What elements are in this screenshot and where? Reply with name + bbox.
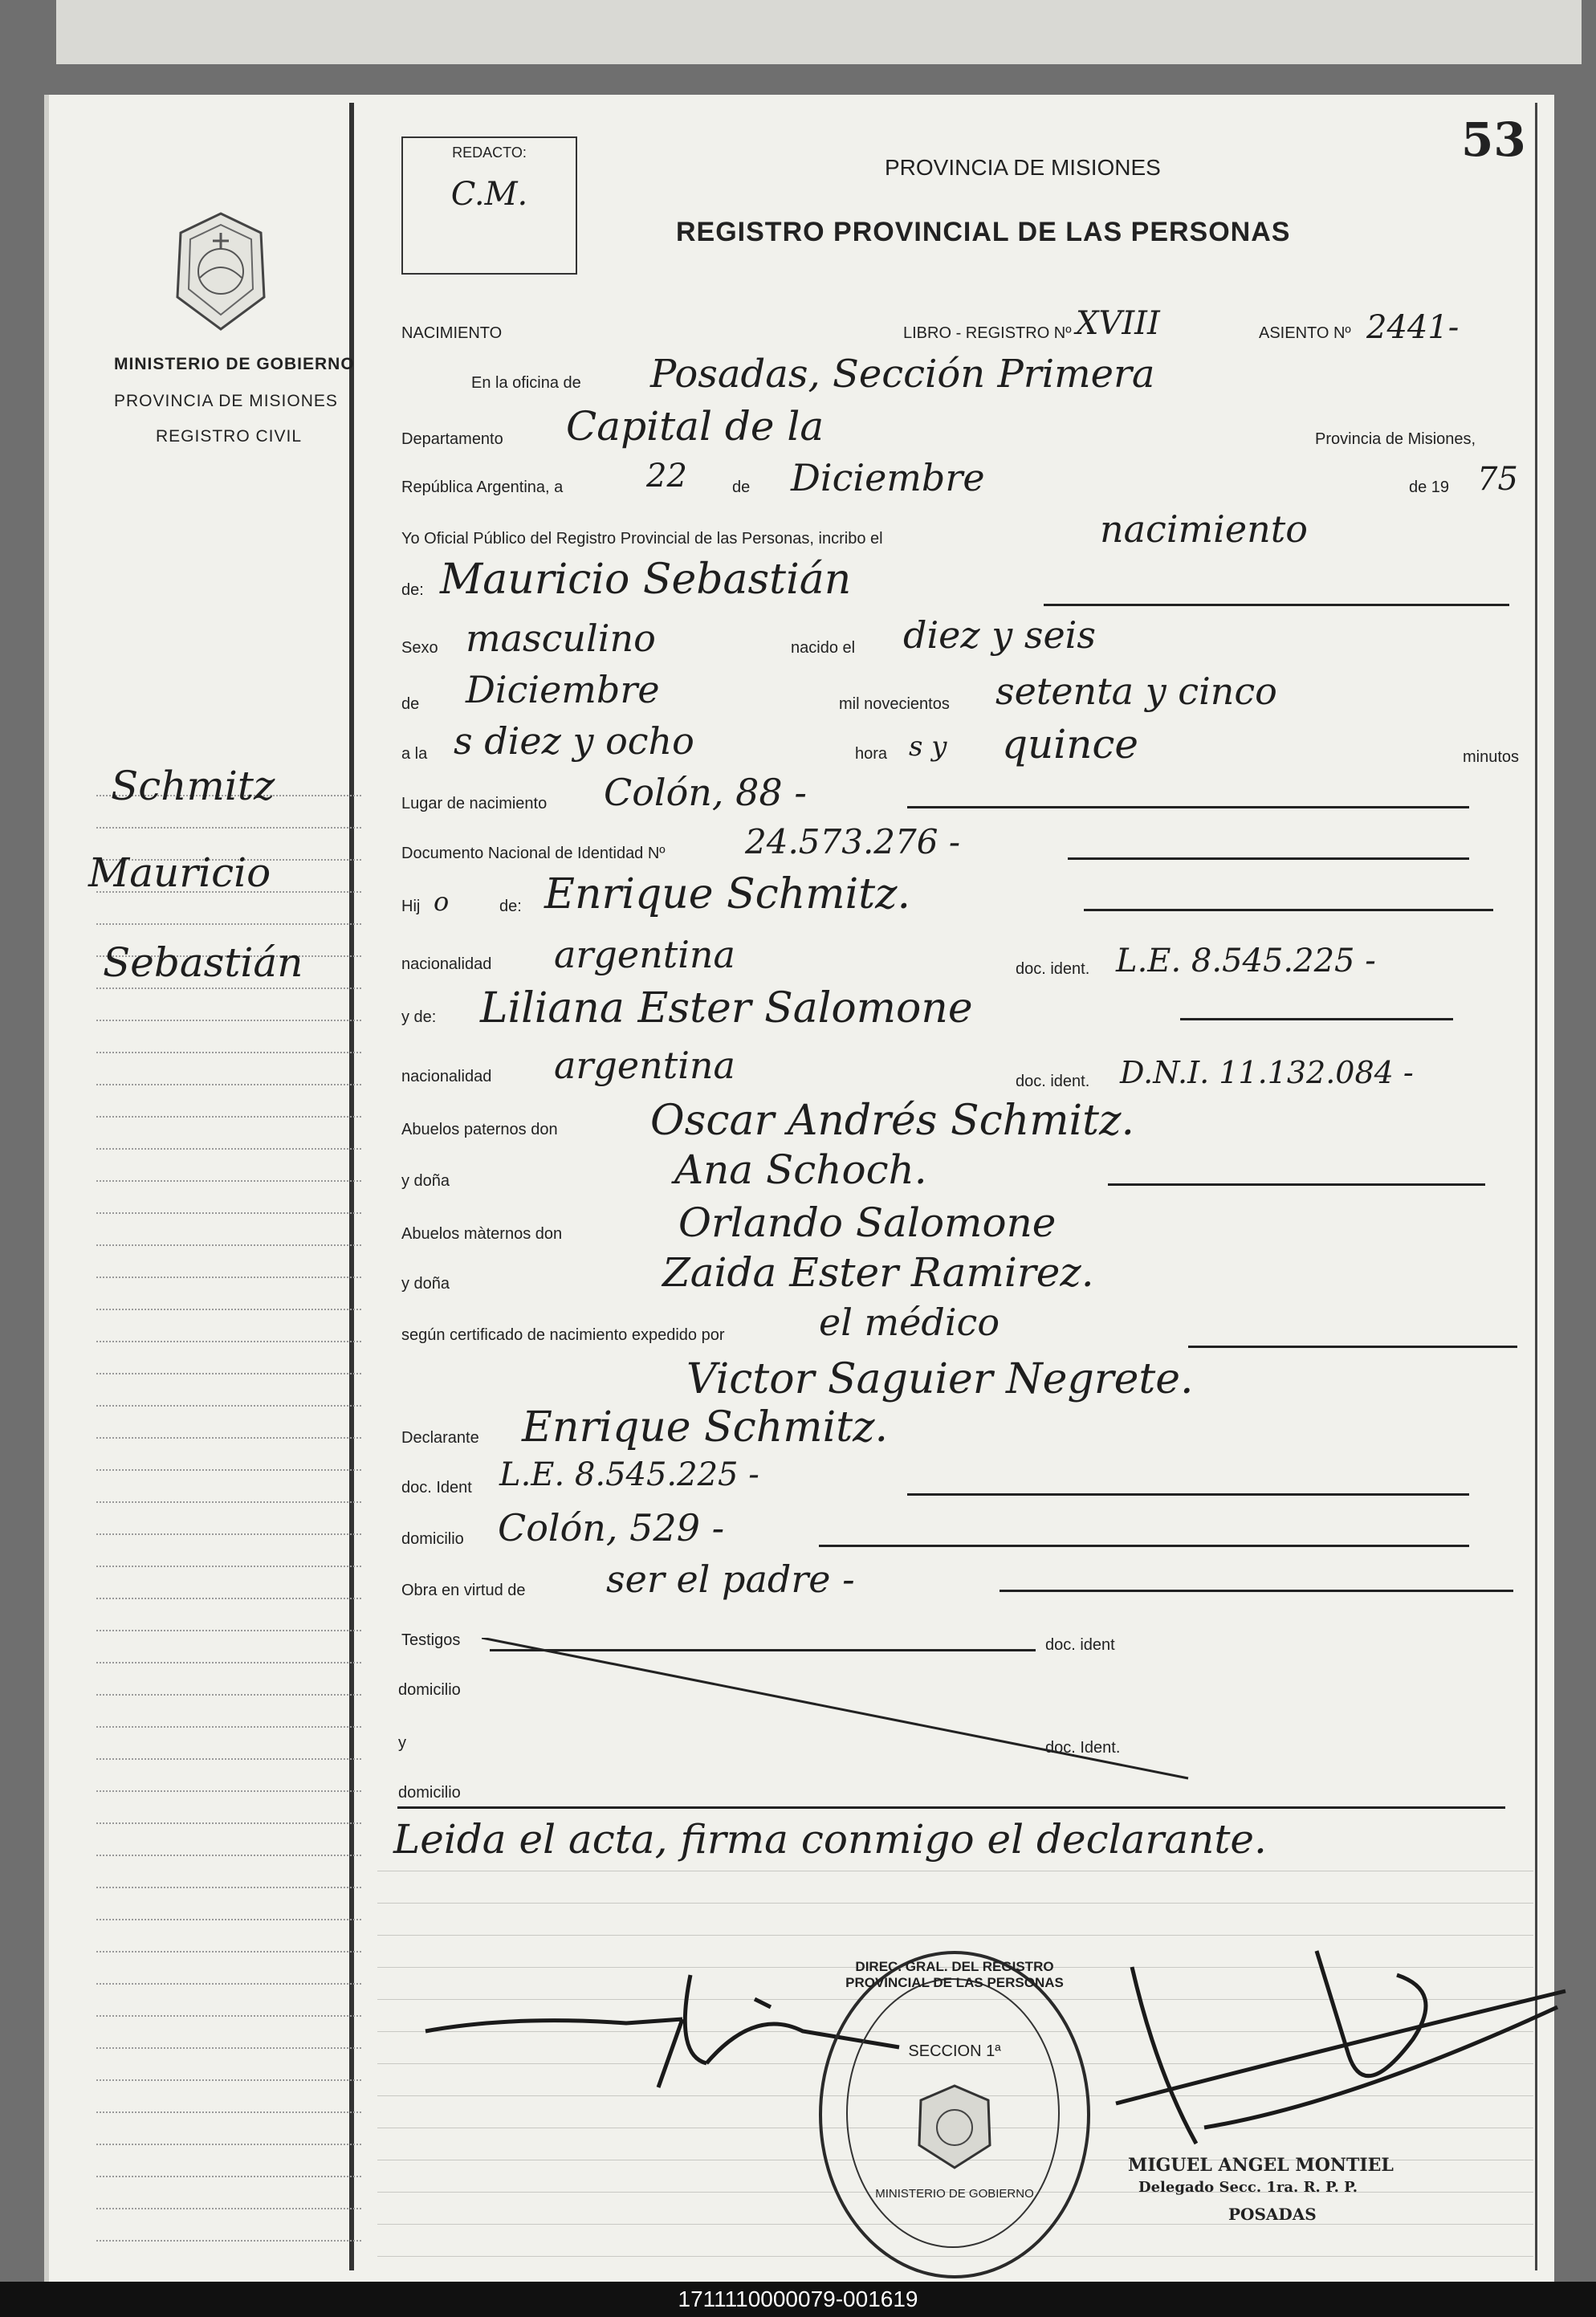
- archive-id: 1711110000079-001619: [0, 2282, 1596, 2317]
- madre-doc-label: doc. ident.: [1016, 1073, 1090, 1090]
- mes-value: Diciembre: [466, 668, 660, 711]
- margin-dotted-line: [96, 1822, 361, 1824]
- minutos-label: minutos: [1463, 748, 1520, 766]
- dni-value: 24.573.276 -: [745, 822, 961, 861]
- declarante-value: Enrique Schmitz.: [522, 1403, 889, 1452]
- margin-dotted-line: [96, 1244, 361, 1246]
- oficial-value: nacimiento: [1100, 507, 1308, 551]
- padre-doc-label: doc. ident.: [1016, 960, 1090, 978]
- hijo-label: Hij: [401, 898, 421, 915]
- minutos-value: quince: [1002, 721, 1138, 768]
- asiento-label: ASIENTO Nº: [1259, 324, 1351, 342]
- margin-dotted-line: [96, 1437, 361, 1439]
- margin-dotted-line: [96, 1180, 361, 1182]
- redacto-box: [401, 136, 577, 275]
- margin-dotted-line: [96, 1887, 361, 1888]
- margin-dotted-line: [96, 1566, 361, 1567]
- medico-value: Victor Saguier Negrete.: [686, 1355, 1194, 1403]
- margin-dotted-line: [96, 1212, 361, 1214]
- margin-name2: Sebastián: [103, 939, 303, 986]
- stamp-crest-icon: [914, 2083, 995, 2171]
- oficina-label: En la oficina de: [471, 374, 581, 392]
- officer-signature: [1108, 1943, 1574, 2152]
- abuela-pat-fill-line: [1108, 1183, 1485, 1186]
- anio-label: de 19: [1409, 478, 1450, 496]
- margin-dotted-line: [96, 1373, 361, 1374]
- domicilio2-label: domicilio: [398, 1681, 461, 1699]
- hora-suffix: s y: [909, 731, 947, 763]
- fecha-mes: Diciembre: [791, 456, 985, 499]
- header-province: PROVINCIA DE MISIONES: [885, 155, 1161, 180]
- margin-dotted-line: [96, 1758, 361, 1760]
- departamento-label: Departamento: [401, 430, 503, 448]
- yde-label: y de:: [401, 1008, 437, 1026]
- margin-dotted-line: [96, 2176, 361, 2177]
- madre-nac-label: nacionalidad: [401, 1068, 492, 1085]
- margin-dotted-line: [96, 1598, 361, 1599]
- sexo-label: Sexo: [401, 639, 438, 657]
- margin-dotted-line: [96, 1790, 361, 1792]
- dni-label: Documento Nacional de Identidad Nº: [401, 845, 666, 862]
- declarante-doc: L.E. 8.545.225 -: [499, 1456, 759, 1493]
- margin-dotted-line: [96, 1084, 361, 1085]
- certificado-label: según certificado de nacimiento expedido por: [401, 1326, 725, 1344]
- margin-dotted-line: [96, 1309, 361, 1310]
- domicilio-fill-line: [819, 1545, 1469, 1547]
- margin-dotted-line: [96, 1630, 361, 1631]
- margin-dotted-line: [96, 2144, 361, 2145]
- nacimiento-label: NACIMIENTO: [401, 324, 503, 342]
- margin-dotted-line: [96, 1726, 361, 1728]
- margin-dotted-line: [96, 1533, 361, 1535]
- domicilio-value: Colón, 529 -: [498, 1506, 725, 1549]
- margin-dotted-line: [96, 1405, 361, 1407]
- de2-label: de:: [401, 581, 424, 599]
- mil-label: mil novecientos: [839, 695, 950, 713]
- lugar-fill-line: [907, 806, 1469, 808]
- obra-label: Obra en virtud de: [401, 1582, 526, 1599]
- nacido-value: diez y seis: [903, 613, 1096, 657]
- ministry-label: MINISTERIO DE GOBIERNO: [114, 355, 355, 373]
- domicilio3-label: domicilio: [398, 1784, 461, 1802]
- margin-rule: [349, 103, 354, 2270]
- margin-surname: Schmitz: [111, 763, 275, 809]
- testigos-label: Testigos: [401, 1631, 461, 1649]
- cancellation-line: [482, 1638, 1204, 1782]
- ruled-line: [377, 1935, 1533, 1936]
- abuelos-mat-label: Abuelos màternos don: [401, 1225, 563, 1243]
- padre-doc: L.E. 8.545.225 -: [1116, 943, 1376, 979]
- obra-fill-line: [1000, 1590, 1513, 1592]
- declarante-label: Declarante: [401, 1429, 479, 1447]
- libro-value: XVIII: [1076, 305, 1160, 342]
- hora-value: s diez y ocho: [454, 719, 694, 763]
- docident2-label: doc. ident: [1045, 1636, 1115, 1654]
- margin-dotted-line: [96, 1662, 361, 1663]
- de3-label: de: [401, 695, 420, 713]
- margin-dotted-line: [96, 1694, 361, 1696]
- de-label: de: [732, 478, 751, 496]
- margin-dotted-line: [96, 1501, 361, 1503]
- margin-dotted-line: [96, 1052, 361, 1053]
- margin-dotted-line: [96, 2111, 361, 2113]
- stamp-ring-text: DIREC. GRAL. DEL REGISTRO PROVINCIAL DE LAS PERSONAS: [845, 1959, 1064, 1990]
- hijo-de: de:: [499, 898, 522, 915]
- registry-stamp: [819, 1951, 1090, 2278]
- margin-dotted-line: [96, 1341, 361, 1342]
- ruled-line: [377, 1903, 1533, 1904]
- margin-dotted-line: [96, 2208, 361, 2209]
- fecha-dia: 22: [646, 458, 687, 495]
- stamp-inner-text: SECCION 1ª: [908, 2042, 1001, 2060]
- nombre-value: Mauricio Sebastián: [440, 556, 852, 604]
- margin-dotted-line: [96, 1983, 361, 1985]
- next-page-edge: [56, 0, 1582, 64]
- republica-label: República Argentina, a: [401, 478, 564, 496]
- oficial-label: Yo Oficial Público del Registro Provincial de las Personas, incribo el: [401, 530, 883, 548]
- docident3-label: doc. Ident.: [1045, 1739, 1121, 1757]
- padre-value: Enrique Schmitz.: [544, 870, 911, 918]
- abuela-pat: Ana Schoch.: [674, 1146, 927, 1193]
- margin-dotted-line: [96, 1951, 361, 1953]
- domicilio3-fill-line: [397, 1806, 1505, 1809]
- oficina-value: Posadas, Sección Primera: [650, 352, 1155, 397]
- madre-doc: D.N.I. 11.132.084 -: [1120, 1055, 1414, 1090]
- margin-dotted-line: [96, 1116, 361, 1118]
- margin-dotted-line: [96, 987, 361, 989]
- margin-name1: Mauricio: [88, 849, 271, 896]
- margin-dotted-line: [96, 923, 361, 925]
- redacto-label: REDACTO:: [452, 145, 527, 161]
- hora-label: hora: [855, 745, 888, 763]
- ministry-province: PROVINCIA DE MISIONES: [114, 392, 338, 410]
- nombre-fill-line: [1044, 604, 1509, 606]
- page-number: 53: [1461, 112, 1526, 167]
- dni-fill-line: [1068, 857, 1469, 860]
- officer-role: Delegado Secc. 1ra. R. P. P.: [1138, 2179, 1358, 2196]
- certificado-value: el médico: [819, 1301, 1000, 1344]
- hijo-suffix: o: [434, 886, 450, 917]
- sexo-value: masculino: [466, 617, 656, 660]
- margin-dotted-line: [96, 2240, 361, 2242]
- padre-nac: argentina: [554, 933, 735, 976]
- madre-fill-line: [1180, 1018, 1453, 1020]
- provincia-label: Provincia de Misiones,: [1315, 430, 1476, 448]
- departamento-value: Capital de la: [566, 403, 824, 450]
- dona-pat-label: y doña: [401, 1172, 450, 1190]
- anio-value: 75: [1477, 461, 1518, 498]
- asiento-value: 2441-: [1366, 309, 1460, 346]
- margin-dotted-line: [96, 1020, 361, 1021]
- margin-dotted-line: [96, 2015, 361, 2017]
- abuelos-pat-label: Abuelos paternos don: [401, 1121, 558, 1138]
- nacido-label: nacido el: [791, 639, 856, 657]
- margin-dotted-line: [96, 1469, 361, 1471]
- abuelo-mat: Orlando Salomone: [678, 1199, 1057, 1246]
- y-label: y: [398, 1734, 406, 1752]
- certificado-fill-line: [1188, 1346, 1517, 1348]
- margin-dotted-line: [96, 827, 361, 829]
- province-seal-icon: [165, 209, 277, 337]
- libro-label: LIBRO - REGISTRO Nº: [903, 324, 1072, 342]
- margin-dotted-line: [96, 1148, 361, 1150]
- lugar-value: Colón, 88 -: [604, 771, 807, 814]
- header-title: REGISTRO PROVINCIAL DE LAS PERSONAS: [676, 217, 1291, 247]
- ministry-registry: REGISTRO CIVIL: [156, 427, 303, 446]
- obra-value: ser el padre -: [606, 1558, 855, 1601]
- margin-dotted-line: [96, 1919, 361, 1920]
- declarante-doc-fill-line: [907, 1493, 1469, 1496]
- margin-dotted-line: [96, 2079, 361, 2081]
- docident-label: doc. Ident: [401, 1479, 472, 1496]
- madre-value: Liliana Ester Salomone: [480, 984, 973, 1032]
- stamp-inner-bottom: MINISTERIO DE GOBIERNO: [875, 2187, 1034, 2201]
- anio-text: setenta y cinco: [995, 670, 1277, 713]
- lugar-label: Lugar de nacimiento: [401, 795, 548, 812]
- officer-name: MIGUEL ANGEL MONTIEL: [1128, 2155, 1394, 2176]
- padre-fill-line: [1084, 909, 1493, 911]
- abuela-mat: Zaida Ester Ramirez.: [662, 1249, 1094, 1296]
- margin-dotted-line: [96, 2047, 361, 2049]
- abuelo-pat: Oscar Andrés Schmitz.: [650, 1097, 1135, 1145]
- alas-label: a la: [401, 745, 428, 763]
- madre-nac: argentina: [554, 1044, 735, 1087]
- domicilio-label: domicilio: [401, 1530, 464, 1548]
- leida-value: Leida el acta, firma conmigo el declarante.: [393, 1816, 1267, 1863]
- officer-city: POSADAS: [1228, 2205, 1317, 2224]
- redacto-value: C.M.: [450, 176, 528, 213]
- margin-dotted-line: [96, 1855, 361, 1856]
- margin-dotted-line: [96, 1277, 361, 1278]
- padre-nac-label: nacionalidad: [401, 955, 492, 973]
- dona-mat-label: y doña: [401, 1275, 450, 1293]
